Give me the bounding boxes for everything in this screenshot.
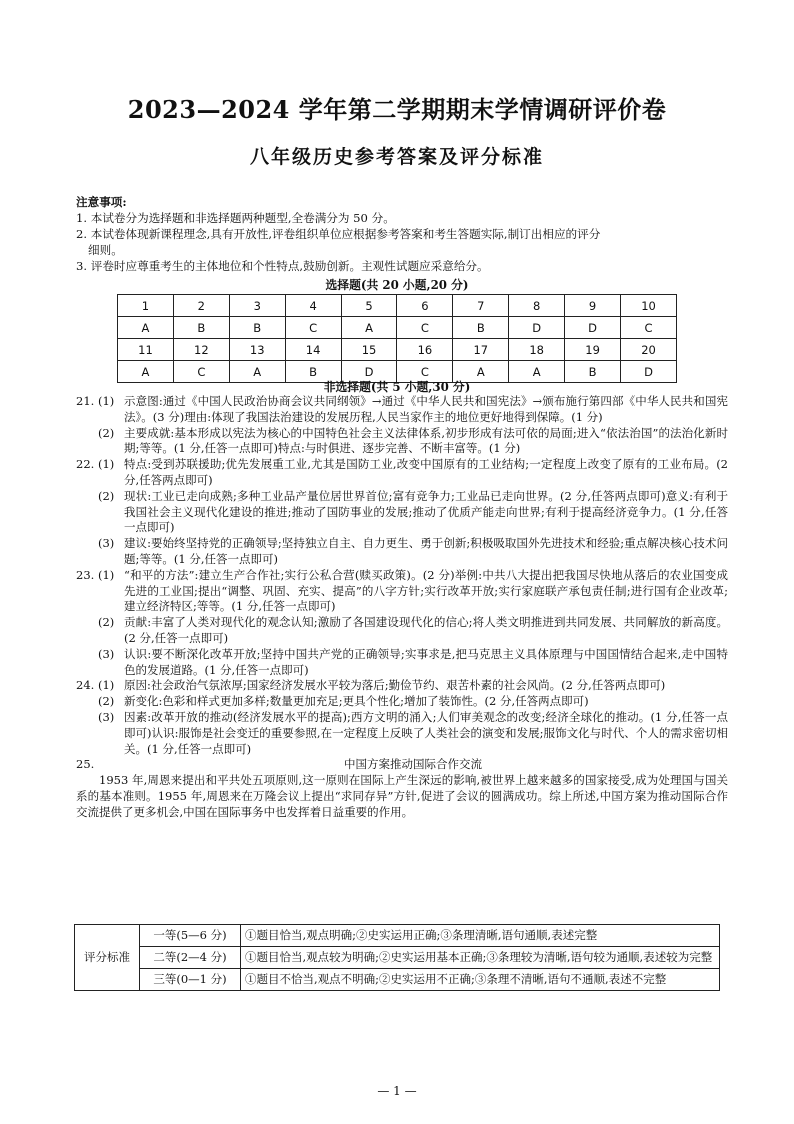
mc-cell: 11	[118, 339, 174, 361]
document-title: 2023—2024 学年第二学期期末学情调研评价卷	[127, 95, 667, 124]
grading-desc: ①题目不恰当,观点不明确;②史实运用不正确;③条理不清晰,语句不通顺,表述不完整	[241, 969, 720, 991]
mc-cell: B	[453, 317, 509, 339]
note-item-1: 1. 本试卷分为选择题和非选择题两种题型,全卷满分为 50 分。	[76, 211, 395, 225]
mc-cell: D	[621, 361, 677, 383]
answer-text: 因素:改革开放的推动(经济发展水平的提高);西方文明的涌入;人们审美观念的改变;经济全球化的推动。(1 分,任答一点即可)认识:服饰是社会变迁的重要参照,在一定程度上反映了人类社会的演变和发展;服饰文化与时代、个人的需求密切相关。(1 分,任答一点即可)	[124, 709, 728, 756]
mc-cell: A	[118, 317, 174, 339]
mc-cell: 7	[453, 295, 509, 317]
notes-heading: 注意事项:	[76, 195, 127, 209]
mc-cell: 12	[173, 339, 229, 361]
answer-text: 现状:工业已走向成熟;多种工业品产量位居世界首位;富有竞争力;工业品已走向世界。(2 分,任答两点即可)意义:有利于我国社会主义现代化建设的推进;推动了国防事业的发展;推动了优质产能走向世界;有利于提高经济竞争力。(1 分,任答一点即可)	[124, 488, 728, 535]
question-21	[76, 394, 728, 457]
mc-cell: C	[397, 317, 453, 339]
mc-cell: 10	[621, 295, 677, 317]
mc-cell: 20	[621, 339, 677, 361]
answers-section	[76, 394, 728, 821]
grading-row-2	[75, 947, 720, 969]
grading-desc: ①题目恰当,观点明确;②史实运用正确;③条理清晰,语句通顺,表述完整	[241, 925, 720, 947]
mc-cell: 3	[229, 295, 285, 317]
mc-cell: 14	[285, 339, 341, 361]
document-subtitle: 八年级历史参考答案及评分标准	[249, 146, 544, 168]
sub-label: (2)	[98, 488, 115, 503]
mc-row-numbers-2	[118, 339, 677, 361]
mc-cell: A	[118, 361, 174, 383]
question-number: 25.	[76, 757, 95, 772]
sub-label: (1)	[98, 457, 115, 472]
mc-cell: 16	[397, 339, 453, 361]
mc-cell: B	[173, 317, 229, 339]
mc-cell: A	[341, 317, 397, 339]
answer-text: 原因:社会政治气氛浓厚;国家经济发展水平较为落后;勤俭节约、艰苦朴素的社会风尚。(2 分,任答两点即可)	[124, 678, 666, 693]
question-22	[76, 457, 728, 568]
grading-row-3	[75, 969, 720, 991]
mc-cell: A	[229, 361, 285, 383]
mc-cell: C	[285, 317, 341, 339]
mc-cell: 5	[341, 295, 397, 317]
mc-cell: D	[509, 317, 565, 339]
question-number: 23.	[76, 567, 95, 582]
grading-label: 评分标准	[75, 925, 140, 991]
mc-cell: 6	[397, 295, 453, 317]
mc-cell: C	[397, 361, 453, 383]
question-number: 21.	[76, 394, 95, 408]
mc-answer-table	[117, 294, 677, 383]
mc-cell: 9	[565, 295, 621, 317]
mc-row-answers-1	[118, 317, 677, 339]
mc-section-title: 选择题(共 20 小题,20 分)	[325, 278, 469, 292]
answer-text: 认识:要不断深化改革开放;坚持中国共产党的正确领导;实事求是,把马克思主义具体原理与中国国情结合起来,走中国特色的发展道路。(1 分,任答一点即可)	[124, 646, 728, 677]
grading-level: 二等(2—4 分)	[140, 947, 241, 969]
sub-label: (1)	[98, 567, 115, 582]
sub-label: (3)	[98, 536, 115, 551]
sub-label: (1)	[98, 678, 115, 693]
mc-cell: B	[229, 317, 285, 339]
sub-label: (2)	[98, 425, 115, 440]
sub-label: (2)	[98, 615, 115, 630]
answer-text: 贡献:丰富了人类对现代化的观念认知;激励了各国建设现代化的信心;将人类文明推进到共同发展、共同解放的新高度。(2 分,任答一点即可)	[124, 615, 728, 645]
mc-cell: A	[509, 361, 565, 383]
mc-cell: 17	[453, 339, 509, 361]
sub-label: (3)	[98, 709, 115, 724]
mc-cell: 15	[341, 339, 397, 361]
question-25	[76, 757, 728, 773]
question-number: 22.	[76, 457, 95, 472]
mc-cell: 19	[565, 339, 621, 361]
grading-level: 三等(0—1 分)	[140, 969, 241, 991]
question-number: 24.	[76, 678, 95, 693]
mc-cell: 13	[229, 339, 285, 361]
mc-cell: B	[285, 361, 341, 383]
mc-row-numbers-1	[118, 295, 677, 317]
sub-label: (2)	[98, 694, 115, 709]
nonmc-section-title: 非选择题(共 5 小题,30 分)	[323, 380, 471, 394]
essay-title: 中国方案推动国际合作交流	[344, 757, 482, 772]
answer-text: 新变化:色彩和样式更加多样;数量更加充足;更具个性化;增加了装饰性。(2 分,任答两点即可)	[124, 694, 589, 709]
answer-text: 主要成就:基本形成以宪法为核心的中国特色社会主义法律体系,初步形成有法可依的局面;进入“依法治国”的法治化新时期;等等。(1 分,任答一点即可)特点:与时俱进、逐步完善、不断丰富等。(1 分)	[124, 425, 728, 456]
grading-level: 一等(5—6 分)	[140, 925, 241, 947]
mc-cell: D	[341, 361, 397, 383]
answer-text: 示意图:通过《中国人民政治协商会议共同纲领》→通过《中华人民共和国宪法》→颁布施行第四部《中华人民共和国宪法》。(3 分)理由:体现了我国法治建设的发展历程,人民当家作主的地位更好地得到保障。(1 分)	[124, 394, 728, 424]
mc-cell: 2	[173, 295, 229, 317]
mc-cell: B	[565, 361, 621, 383]
note-item-2-cont: 细则。	[88, 243, 123, 257]
mc-cell: 1	[118, 295, 174, 317]
grading-desc: ①题目恰当,观点较为明确;②史实运用基本正确;③条理较为清晰,语句较为通顺,表述较为完整	[241, 947, 720, 969]
mc-cell: C	[173, 361, 229, 383]
mc-cell: D	[565, 317, 621, 339]
essay-body: 1953 年,周恩来提出和平共处五项原则,这一原则在国际上产生深远的影响,被世界上越来越多的国家接受,成为处理国与国关系的基本准则。1955 年,周恩来在万隆会议上提出“求同存异”方针,促进了会议的圆满成功。综上所述,中国方案为推动国际合作交流提供了更多机会,中国在国际事务中也发挥着日益重要的作用。	[76, 773, 728, 819]
note-item-2: 2. 本试卷体现新课程理念,具有开放性,评卷组织单位应根据参考答案和考生答题实际,制订出相应的评分	[76, 227, 601, 241]
grading-table	[74, 924, 720, 991]
mc-cell: A	[453, 361, 509, 383]
question-24	[76, 678, 728, 757]
note-item-3: 3. 评卷时应尊重考生的主体地位和个性特点,鼓励创新。主观性试题应采意给分。	[76, 259, 489, 273]
answer-text: “和平的方法”:建立生产合作社;实行公私合营(赎买政策)。(2 分)举例:中共八大提出把我国尽快地从落后的农业国变成先进的工业国;提出“调整、巩固、充实、提高”的八字方针;实行改革开放;实行家庭联产承包责任制;进行国有企业改革;建立经济特区;等等。(1 分,任答一点即可)	[124, 567, 728, 614]
sub-label: (1)	[98, 394, 115, 408]
mc-cell: 4	[285, 295, 341, 317]
mc-cell: 18	[509, 339, 565, 361]
page-number: — 1 —	[377, 1084, 417, 1098]
mc-cell: 8	[509, 295, 565, 317]
answer-text: 建议:要始终坚持党的正确领导;坚持独立自主、自力更生、勇于创新;积极吸取国外先进技术和经验;重点解决核心技术问题;等等。(1 分,任答一点即可)	[124, 536, 728, 566]
question-23	[76, 568, 728, 679]
answer-text: 特点:受到苏联援助;优先发展重工业,尤其是国防工业,改变中国原有的工业结构;一定程度上改变了原有的工业布局。(2 分,任答两点即可)	[124, 457, 728, 487]
grading-row-1	[75, 925, 720, 947]
notes-section	[76, 194, 726, 274]
mc-cell: C	[621, 317, 677, 339]
sub-label: (3)	[98, 646, 115, 661]
